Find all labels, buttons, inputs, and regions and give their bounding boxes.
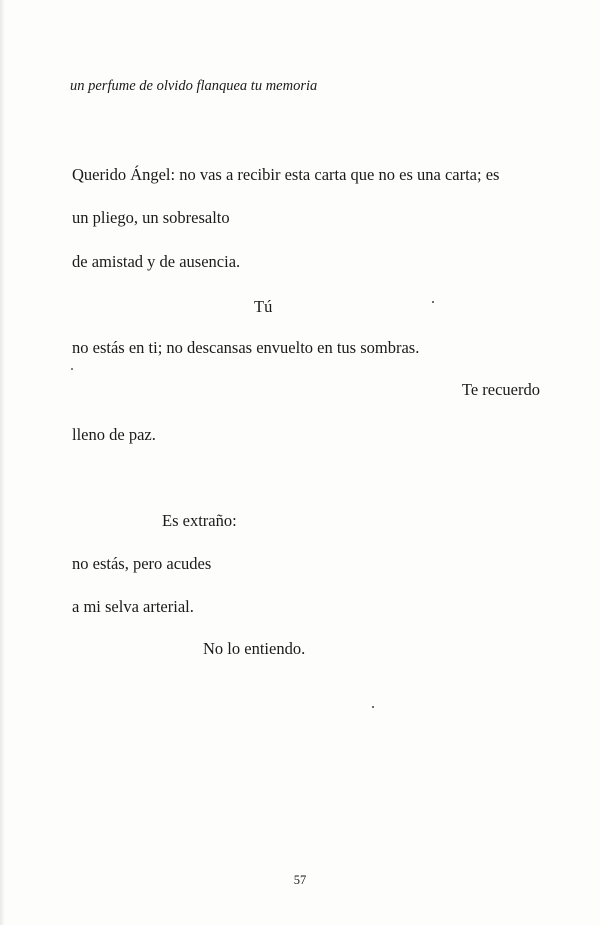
poem-line: no estás en ti; no descansas envuelto en tus sombras. xyxy=(72,338,420,357)
poem-line: lleno de paz. xyxy=(72,425,156,444)
poem-line: No lo entiendo. xyxy=(203,639,306,658)
scan-speck xyxy=(71,368,73,370)
poem-line: de amistad y de ausencia. xyxy=(72,252,241,271)
scan-edge-shadow xyxy=(0,0,5,925)
poem-line: un pliego, un sobresalto xyxy=(72,208,230,227)
poem-line: a mi selva arterial. xyxy=(72,597,194,616)
poem-line: no estás, pero acudes xyxy=(72,554,212,573)
scan-speck xyxy=(432,301,434,303)
poem-line: Querido Ángel: no vas a recibir esta carta que no es una carta; es xyxy=(72,165,500,184)
scan-speck xyxy=(372,706,374,708)
poem-line: Tú xyxy=(254,297,273,316)
epigraph: un perfume de olvido flanquea tu memoria xyxy=(70,78,318,94)
poem-line: Te recuerdo xyxy=(461,380,540,399)
page-number: 57 xyxy=(293,873,307,887)
poem-line: Es extraño: xyxy=(162,511,237,530)
